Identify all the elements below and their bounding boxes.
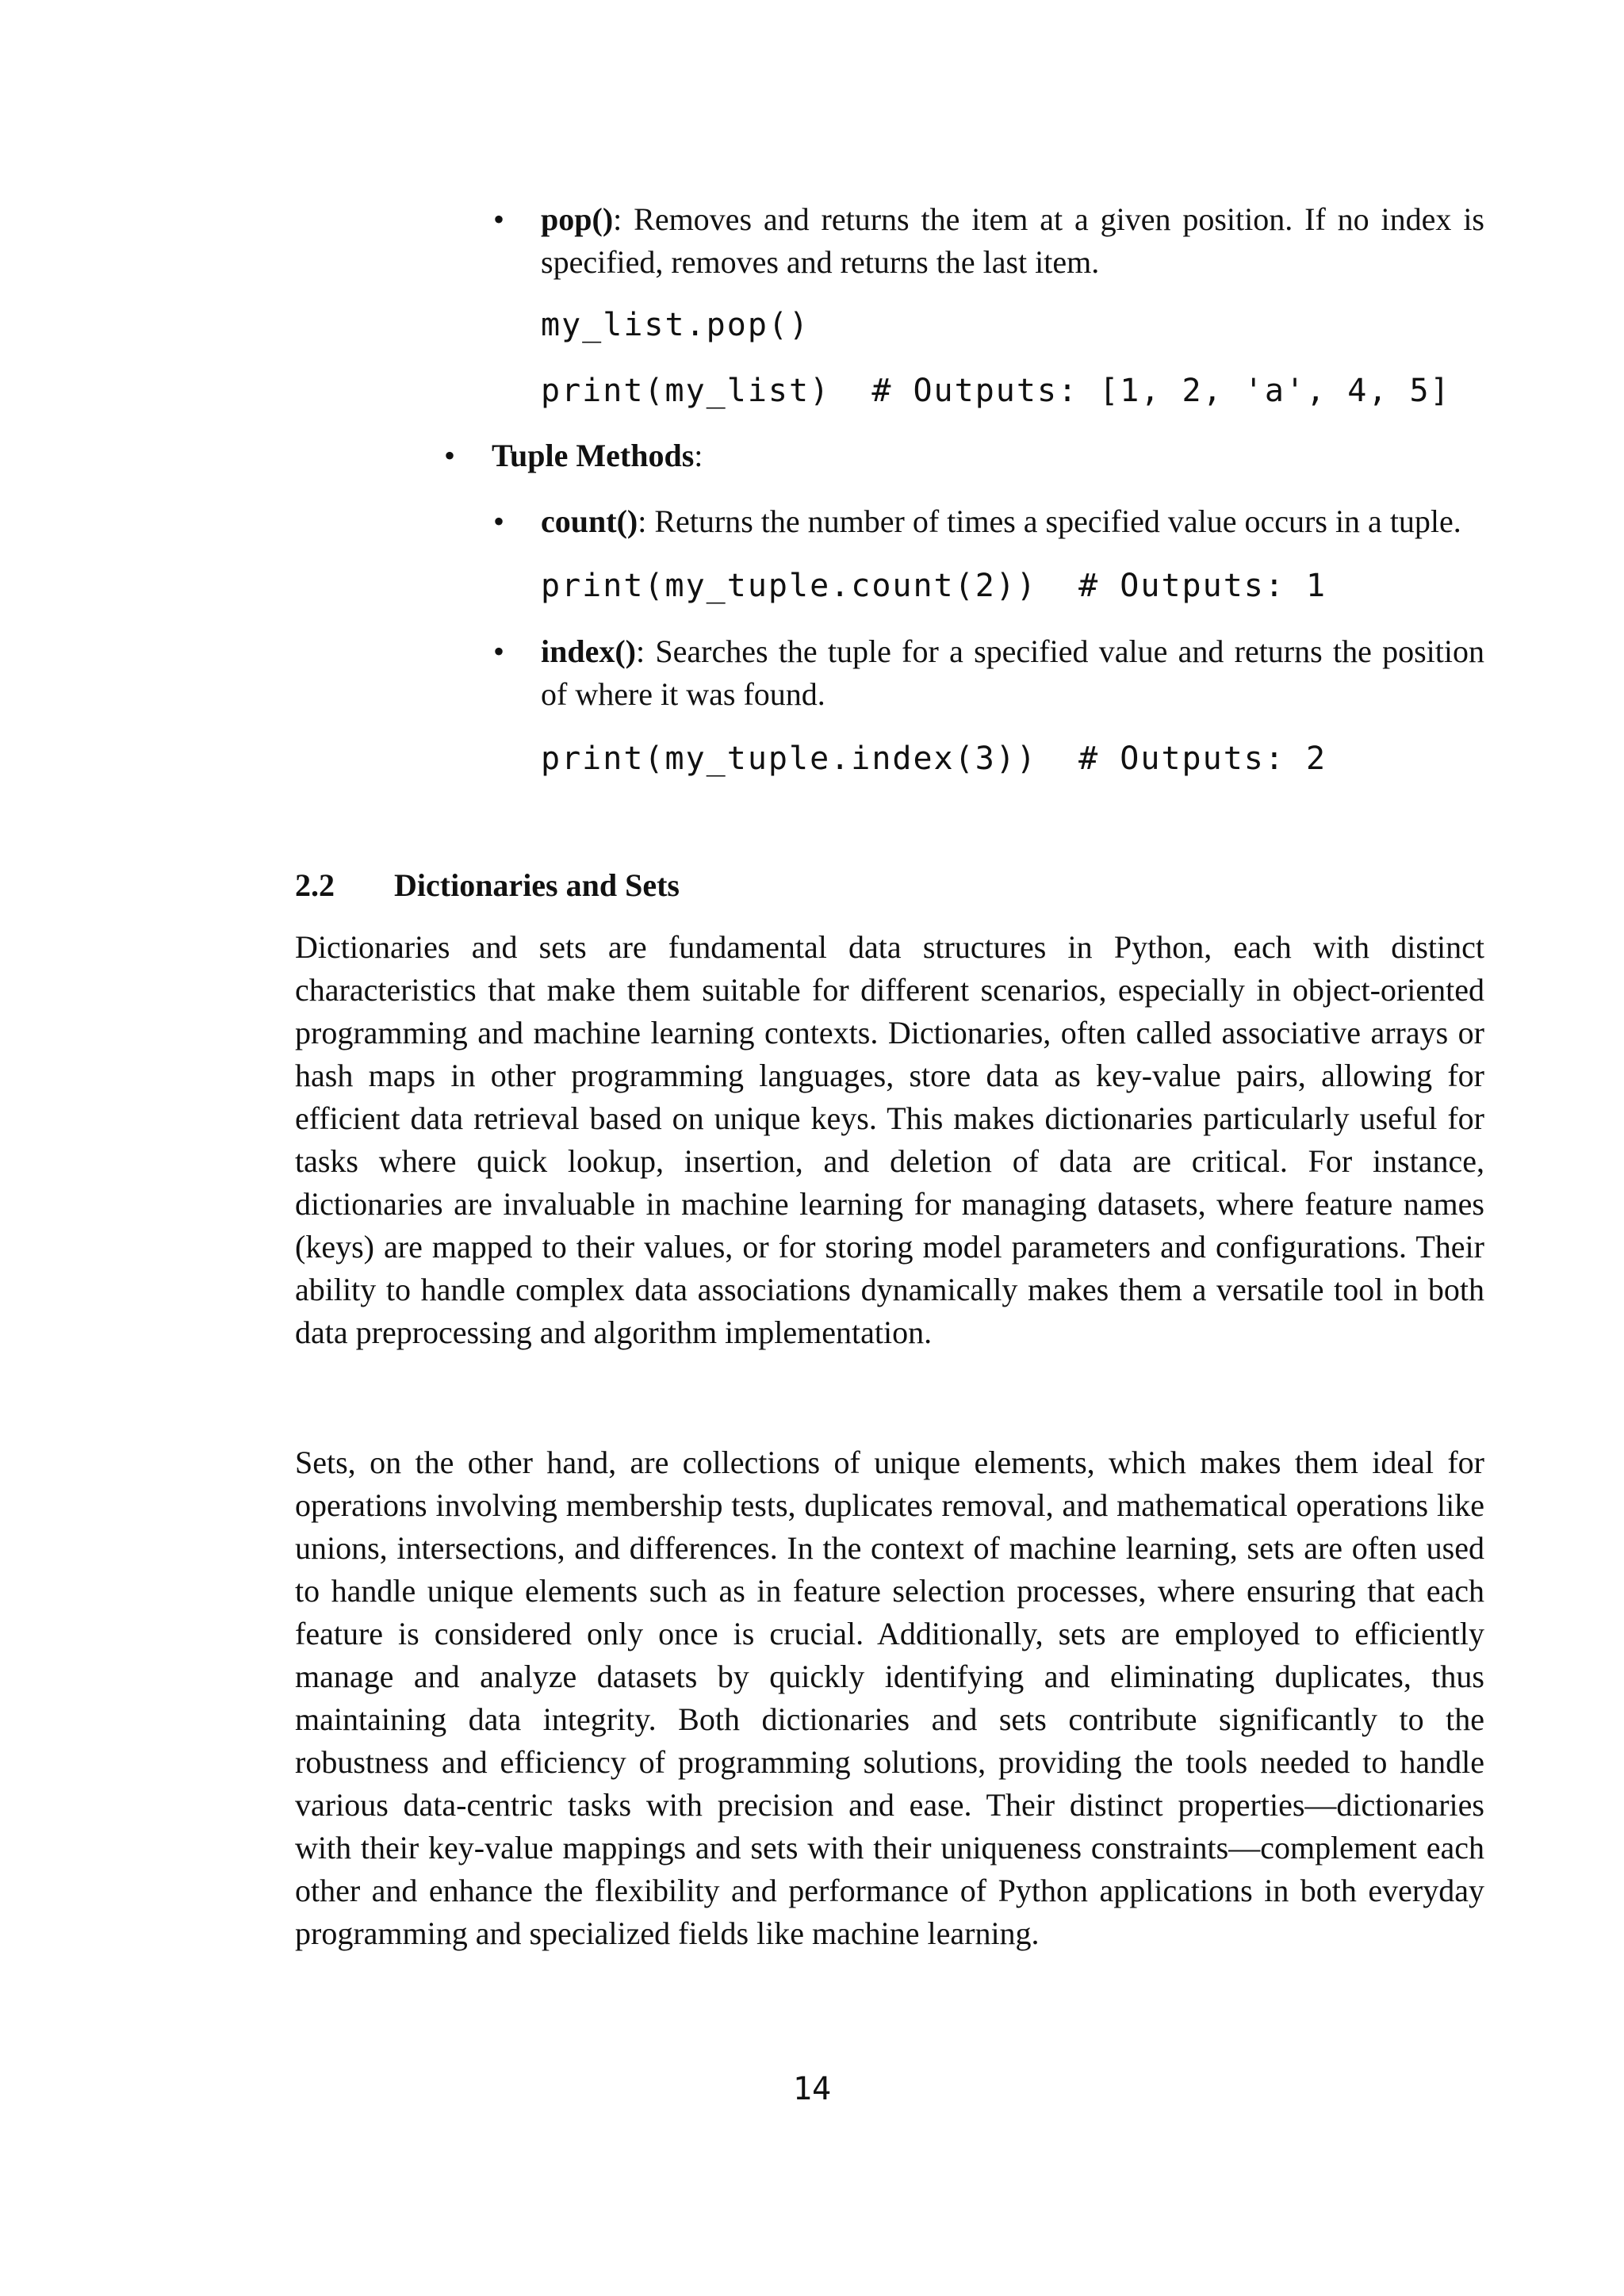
pop-method-item [541,198,1484,284]
section-number: 2.2 [295,867,335,903]
bullet-count: • [493,503,505,539]
paragraph-dictionaries: Dictionaries and sets are fundamental data structures in Python, each with distinct characteristics that make them suitable for different scenarios, especially in object-oriented programming and machine learning contexts. Dictionaries, often called associative arrays or hash maps in other programming languages, store data as key-value pairs, allowing for efficient data retrieval based on unique keys. This makes dictionaries particularly useful for tasks where quick lookup, insertion, and deletion of data are critical. For instance, dictionaries are invaluable in machine learning for managing datasets, where feature names (keys) are mapped to their values, or for storing model parameters and configurations. Their ability to handle complex data associations dynamically makes them a versatile tool in both data preprocessing and algorithm implementation. [295,929,1484,1350]
section-title: Dictionaries and Sets [394,867,680,903]
bullet-tuple-methods: • [444,438,456,473]
index-method-description: : Searches the tuple for a specified value and returns the position of where it was found. [541,633,1484,712]
index-method-name: index() [541,633,636,669]
tuple-methods-title: Tuple Methods [492,438,695,473]
index-method-item [541,630,1484,716]
count-method-description: : Returns the number of times a specified value occurs in a tuple. [638,503,1461,539]
count-method-item [541,500,1484,543]
tuple-methods-colon: : [694,438,703,473]
pop-code-line-2: print(my_list) # Outputs: [1, 2, 'a', 4, 5] [541,373,1451,409]
pop-method-description: : Removes and returns the item at a given position. If no index is specified, removes and returns the last item. [541,201,1484,280]
bullet-pop: • [493,201,505,237]
count-method-name: count() [541,503,638,539]
pop-code-line-1: my_list.pop() [541,307,810,343]
tuple-methods-heading [492,434,703,477]
page-number: 14 [792,2071,832,2107]
bullet-index: • [493,633,505,669]
index-code-line: print(my_tuple.index(3)) # Outputs: 2 [541,740,1327,777]
paragraph-sets: Sets, on the other hand, are collections of unique elements, which makes them ideal for operations involving membership tests, duplicates removal, and mathematical operations like unions, intersections, and differences. In the context of machine learning, sets are often used to handle unique elements such as in feature selection processes, where ensuring that each feature is considered only once is crucial. Additionally, sets are employed to efficiently manage and analyze datasets by quickly identifying and eliminating duplicates, thus maintaining data integrity. Both dictionaries and sets contribute significantly to the robustness and efficiency of programming solutions, providing the tools needed to handle various data-centric tasks with precision and ease. Their distinct properties—dictionaries with their key-value mappings and sets with their uniqueness constraints—complement each other and enhance the flexibility and performance of Python applications in both everyday programming and specialized fields like machine learning. [295,1445,1484,1951]
pop-method-name: pop() [541,201,614,237]
count-code-line: print(my_tuple.count(2)) # Outputs: 1 [541,568,1327,604]
